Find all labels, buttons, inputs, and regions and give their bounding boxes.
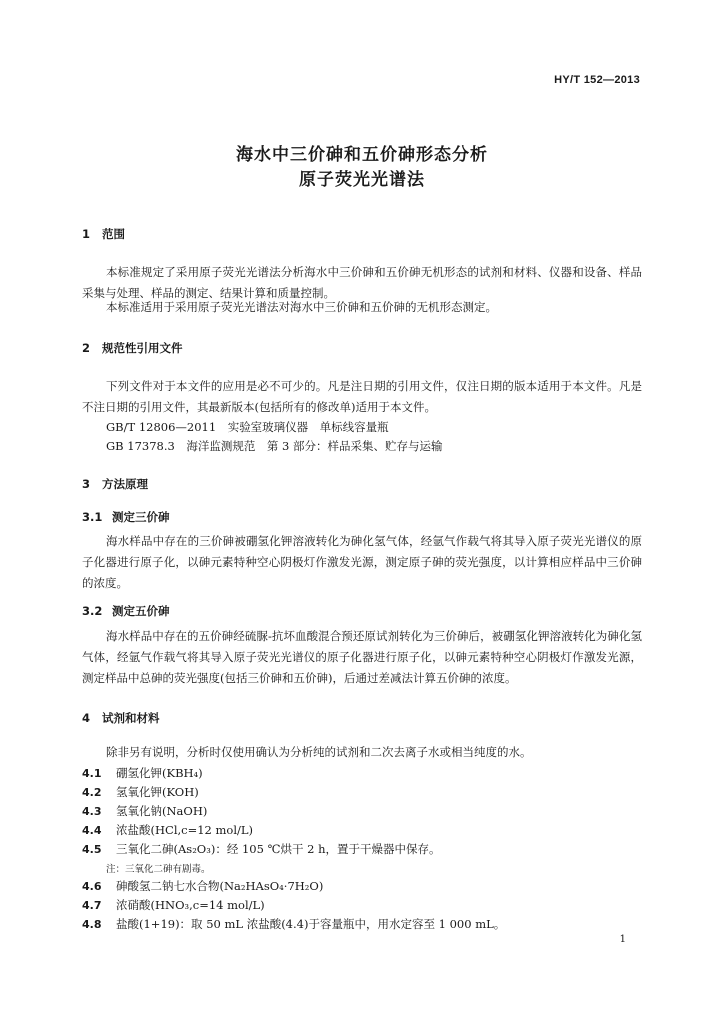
item-text: 三氧化二砷(As₂O₃)：经 105 ℃烘干 2 h，置于干燥器中保存。 — [116, 842, 441, 856]
reagent-item — [82, 784, 199, 800]
subsection-3-2-heading — [82, 603, 170, 619]
item-number: 4.4 — [82, 824, 102, 837]
reagent-item — [82, 916, 505, 932]
reagent-item — [82, 878, 323, 894]
subsection-3-1-paragraph: 海水样品中存在的三价砷被硼氢化钾溶液转化为砷化氢气体，经氩气作载气将其导入原子荧光光谱仪的原子化器进行原子化，以砷元素特种空心阴极灯作激发光源，测定原子砷的荧光强度，以计算相应样品中三价砷的浓度。 — [82, 534, 642, 590]
section-4-intro: 除非另有说明，分析时仅使用确认为分析纯的试剂和二次去离子水或相当纯度的水。 — [106, 745, 532, 759]
normative-reference-1: GB/T 12806—2011 实验室玻璃仪器 单标线容量瓶 — [106, 420, 389, 434]
subsection-title: 测定五价砷 — [112, 604, 170, 618]
item-text: 浓盐酸(HCl,c=12 mol/L) — [116, 823, 254, 837]
item-number: 4.5 — [82, 843, 102, 856]
section-title: 范围 — [102, 227, 125, 241]
note: 注：三氧化二砷有剧毒。 — [106, 864, 211, 875]
reagent-item — [82, 897, 265, 913]
reagent-item — [82, 803, 207, 819]
subsection-number: 3.2 — [82, 604, 103, 618]
subsection-3-2-paragraph: 海水样品中存在的五价砷经硫脲-抗坏血酸混合预还原试剂转化为三价砷后，被硼氢化钾溶液转化为砷化氢气体，经氩气作载气将其导入原子荧光光谱仪的原子化器进行原子化，以砷元素特种空心阴极灯作激发光源，测定样品中总砷的荧光强度(包括三价砷和五价砷)，后通过差减法计算五价砷的浓度。 — [82, 629, 642, 685]
section-title: 试剂和材料 — [102, 711, 160, 725]
section-number: 1 — [82, 227, 91, 241]
reagent-item — [82, 765, 203, 781]
section-4-heading — [82, 710, 160, 726]
item-text: 浓硝酸(HNO₃,c=14 mol/L) — [116, 898, 265, 912]
document-code: HY/T 152—2013 — [554, 74, 640, 86]
subsection-title: 测定三价砷 — [112, 510, 170, 524]
item-text: 砷酸氢二钠七水合物(Na₂HAsO₄·7H₂O) — [116, 879, 324, 893]
subsection-number: 3.1 — [82, 510, 103, 524]
item-text: 盐酸(1+19)：取 50 mL 浓盐酸(4.4)于容量瓶中，用水定容至 1 000 mL。 — [116, 917, 506, 931]
section-1-heading — [82, 226, 125, 242]
section-number: 2 — [82, 341, 91, 355]
section-number: 4 — [82, 711, 91, 725]
item-number: 4.8 — [82, 918, 102, 931]
section-number: 3 — [82, 477, 91, 491]
item-text: 氢氧化钾(KOH) — [116, 785, 199, 799]
subsection-3-1-heading — [82, 509, 170, 525]
normative-reference-2: GB 17378.3 海洋监测规范 第 3 部分：样品采集、贮存与运输 — [106, 439, 443, 453]
section-title: 方法原理 — [102, 477, 148, 491]
item-number: 4.1 — [82, 767, 102, 780]
section-1-paragraph-1: 本标准规定了采用原子荧光光谱法分析海水中三价砷和五价砷无机形态的试剂和材料、仪器和设备、样品采集与处理、样品的测定、结果计算和质量控制。 — [82, 265, 642, 300]
item-text: 硼氢化钾(KBH₄) — [116, 766, 203, 780]
document-title-line1: 海水中三价砷和五价砷形态分析 — [236, 145, 488, 165]
section-2-paragraph: 下列文件对于本文件的应用是必不可少的。凡是注日期的引用文件，仅注日期的版本适用于本文件。凡是不注日期的引用文件，其最新版本(包括所有的修改单)适用于本文件。 — [82, 379, 642, 414]
item-text: 氢氧化钠(NaOH) — [116, 804, 208, 818]
item-number: 4.6 — [82, 880, 102, 893]
section-title: 规范性引用文件 — [102, 341, 183, 355]
section-1-paragraph-2: 本标准适用于采用原子荧光光谱法对海水中三价砷和五价砷的无机形态测定。 — [106, 300, 497, 314]
item-number: 4.3 — [82, 805, 102, 818]
document-title-line2: 原子荧光光谱法 — [299, 170, 425, 190]
page-number: 1 — [619, 934, 626, 945]
section-3-heading — [82, 476, 148, 492]
section-2-heading — [82, 340, 183, 356]
item-number: 4.7 — [82, 899, 102, 912]
reagent-item — [82, 822, 253, 838]
item-number: 4.2 — [82, 786, 102, 799]
reagent-item — [82, 841, 441, 857]
